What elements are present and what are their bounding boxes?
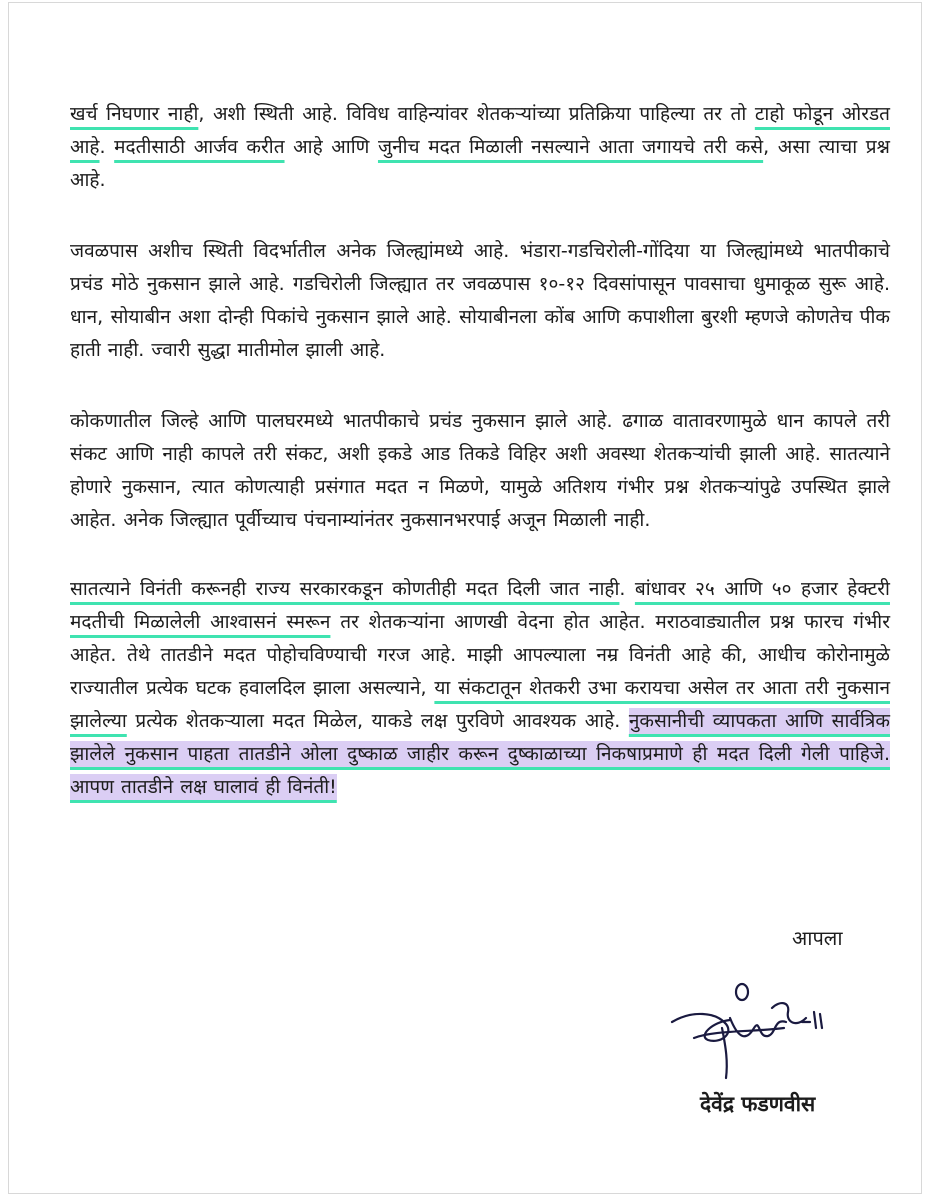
paragraph-4 — [70, 573, 890, 804]
signer-name: देवेंद्र फडणवीस — [700, 1092, 816, 1116]
text-segment: तर शेतकऱ्यांना आणखी वेदना होत आहेत. मराठवाड्यातील प्रश्न फारच गंभीर आहेत. तेथे तातडीने मदत पोहोचविण्याची गरज आहे. माझी आपल्याला नम्र विनंती आहे की, आधीच कोरोनामुळे राज्यातील प्रत्येक घटक हवालदिल झाला असल्याने, — [70, 611, 890, 699]
paragraph-1 — [70, 98, 890, 197]
underlined-phrase: खर्च निघणार नाही — [70, 103, 199, 125]
text-segment: कोकणातील जिल्हे आणि पालघरमध्ये भातपीकाचे प्रचंड नुकसान झाले आहे. ढगाळ वातावरणामुळे धान कापले तरी संकट आणि नाही कापले तरी संकट, अशी इकडे आड तिकडे विहिर अशी अवस्था शेतकऱ्यांची झाली आहे. सातत्याने होणारे नुकसान, त्यात कोणत्याही प्रसंगात मदत न मिळणे, यामुळे अतिशय गंभीर प्रश्न शेतकऱ्यांपुढे उपस्थित झाले आहेत. अनेक जिल्ह्यात पूर्वीच्याच पंचनाम्यांनंतर नुकसानभरपाई अजून मिळाली नाही. — [70, 410, 890, 531]
paragraph-2 — [70, 235, 890, 367]
underlined-phrase: मदतीसाठी आर्जव करीत — [114, 136, 285, 158]
highlighted-phrase: नुकसानीची व्यापकता आणि सार्वत्रिक झालेले नुकसान पाहता तातडीने ओला दुष्काळ जाहीर करून दुष्काळाच्या निकषाप्रमाणे ही मदत दिली गेली पाहिजे. आपण तातडीने लक्ष घालावं ही विनंती! — [70, 710, 890, 798]
text-segment: . — [99, 136, 115, 158]
underlined-phrase: जुनीच मदत मिळाली नसल्याने आता जगायचे तरी कसे — [377, 136, 764, 158]
underlined-phrase: या संकटातून शेतकरी उभा करायचा असेल तर आता तरी नुकसान झालेल्या — [70, 677, 890, 732]
text-segment: जवळपास अशीच स्थिती विदर्भातील अनेक जिल्ह्यांमध्ये आहे. भंडारा-गडचिरोली-गोंदिया या जिल्ह्यांमध्ये भातपीकाचे प्रचंड मोठे नुकसान झाले आहे. गडचिरोली जिल्ह्यात तर जवळपास १०-१२ दिवसांपासून पावसाचा धुमाकूळ सुरू आहे. धान, सोयाबीन अशा दोन्ही पिकांचे नुकसान झाले आहे. सोयाबीनला कोंब आणि कपाशीला बुरशी म्हणजे कोणतेच पीक हाती नाही. ज्वारी सुद्धा मातीमोल झाली आहे. — [70, 240, 890, 361]
text-segment: . — [619, 578, 635, 600]
underlined-phrase: बांधावर २५ आणि ५० हजार हेक्टरी मदतीची मिळालेली आश्वासनं स्मरून — [70, 578, 890, 633]
underlined-phrase: सातत्याने विनंती करूनही राज्य सरकारकडून कोणतीही मदत दिली जात नाही — [70, 578, 620, 600]
letter-body — [70, 98, 890, 804]
paragraph-3 — [70, 405, 890, 537]
text-segment: , अशी स्थिती आहे. विविध वाहिन्यांवर शेतकऱ्यांच्या प्रतिक्रिया पाहिल्या तर तो — [198, 103, 755, 125]
text-segment: , असा त्याचा प्रश्न आहे. — [70, 136, 890, 191]
text-segment: प्रत्येक शेतकऱ्याला मदत मिळेल, याकडे लक्ष पुरविणे आवश्यक आहे. — [126, 710, 629, 732]
closing-salutation: आपला — [792, 926, 843, 950]
text-segment: आहे आणि — [284, 136, 378, 158]
underlined-phrase: टाहो फोडून ओरडत आहे — [70, 103, 890, 158]
signature-image — [664, 978, 834, 1088]
